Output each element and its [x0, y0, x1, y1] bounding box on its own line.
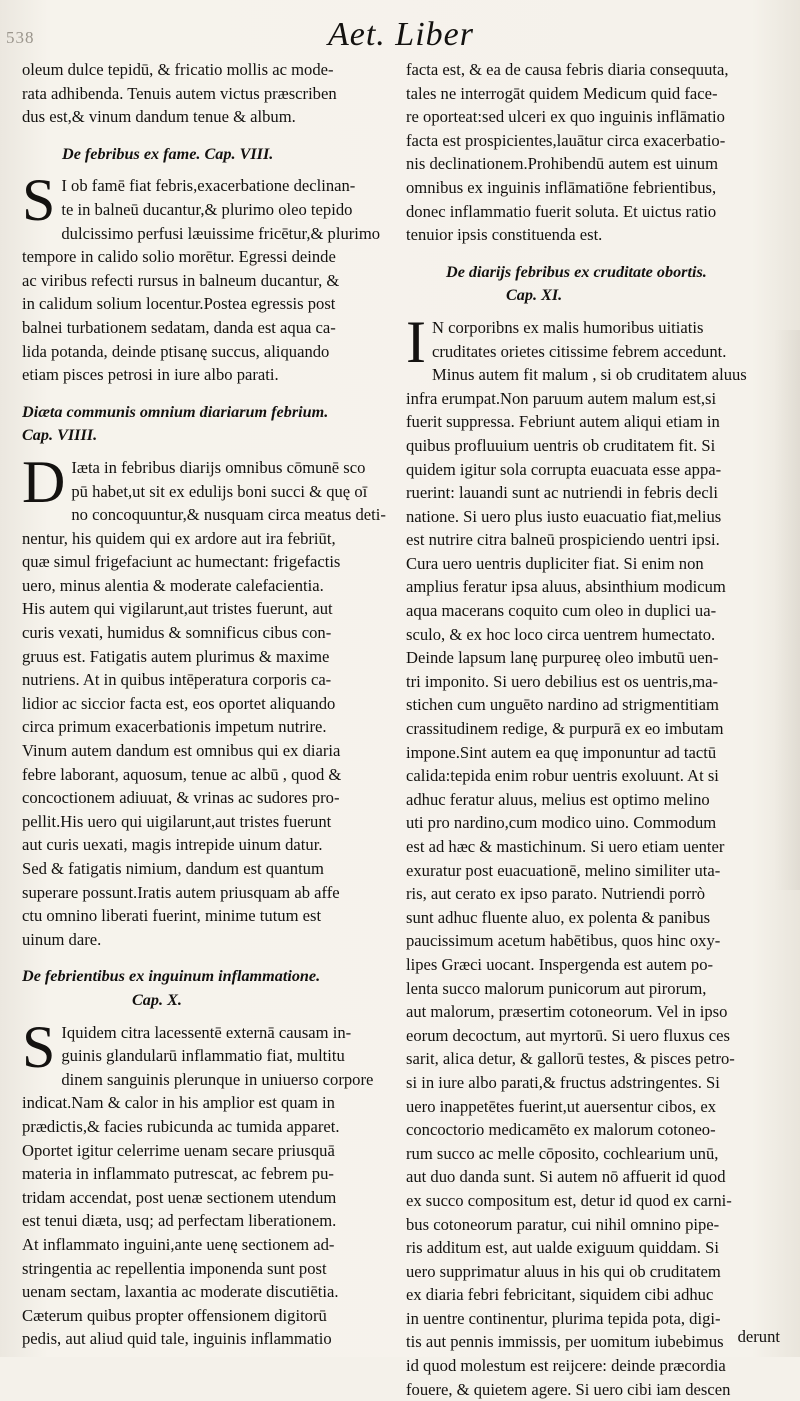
text-line: tri imponito. Si uero debilius est os uentris,ma- — [406, 671, 719, 691]
text-line: aqua macerans coquito cum oleo in duplici ua- — [406, 601, 717, 621]
left-column — [22, 58, 398, 1351]
text-line: est ad hæc & mastichinum. Si uero etiam uenter — [406, 837, 725, 856]
text-line: uti pro nardino,cum modico uino. Commodum — [406, 813, 717, 833]
chapter-10-text — [22, 1013, 398, 1351]
text-line: Oportet igitur celerrime uenam secare priusquā — [22, 1140, 335, 1160]
text-line: uero inappetētes fuerint,ut auersentur cibos, ex — [406, 1096, 717, 1116]
page-number: 538 — [6, 28, 35, 47]
text-line: pū habet,ut sit ex edulijs boni succi & quę oī — [71, 481, 368, 501]
text-line: pellit.His uero qui uigilarunt,aut tristes fuerunt — [22, 811, 332, 831]
text-line: omnibus ex inguinis inflāmatiōne febrientibus, — [406, 177, 717, 197]
text-line: bus cotoneorum paratur, cui nihil omnino pipe- — [406, 1214, 720, 1234]
text-line: calida:tepida enim robur uentris exoluunt. At si — [406, 766, 719, 786]
text-line: superare possunt.Iratis autem priusquam ab affe — [22, 882, 340, 902]
text-line: Sed & fatigatis nimium, dandum est quantum — [22, 859, 324, 878]
text-line: His autem qui vigilarunt,aut tristes fuerunt, aut — [22, 599, 333, 619]
text-line: ac viribus refecti rursus in balneum ducantur, & — [22, 270, 340, 290]
text-line: Iæta in febribus diarijs omnibus cōmunē sco — [71, 457, 366, 477]
running-head — [0, 8, 800, 58]
chapter-heading: De febrientibus ex inguinum inflammatione. — [22, 967, 321, 986]
text-line: fouere, & quietem agere. Si uero cibi iam descen — [406, 1379, 731, 1399]
chapter-10-continuation — [406, 58, 772, 247]
right-column — [406, 58, 772, 1401]
text-line: fuerit suppressa. Febriunt autem aliqui etiam in — [406, 412, 720, 432]
text-line: lenta succo malorum punicorum aut pirorum, — [406, 978, 707, 998]
chapter-heading: Diæta communis omnium diariarum febrium. — [22, 402, 329, 421]
text-line: eorum decoctum, aut myrtorū. Si uero fluxus ces — [406, 1025, 730, 1045]
text-line: exuratur post euacuationē, melino similiter uta- — [406, 860, 721, 880]
text-line: donec inflammatio fuerit soluta. Et uictus ratio — [406, 201, 717, 221]
text-line: natione. Si uero plus iusto euacuatio fiat,melius — [406, 506, 722, 526]
text-line: prædictis,& facies rubicunda ac tumida apparet. — [22, 1116, 340, 1136]
text-line: re oporteat:sed ulceri ex quo inguinis inflāmatio — [406, 107, 725, 127]
text-line: At inflammato inguini,ante uenę sectionem ad- — [22, 1234, 335, 1254]
text-line: oleum dulce tepidū, & fricatio mollis ac mode- — [22, 60, 334, 79]
text-line: est tenui diæta, usq; ad perfectam liberationem. — [22, 1211, 337, 1231]
drop-cap: S — [22, 167, 56, 234]
text-line: ruerint: lauandi sunt ac nutriendi in febris decli — [406, 483, 718, 503]
text-line: nutriens. At in quibus intēperatura corporis ca- — [22, 670, 332, 690]
text-line: dus est,& vinum dandum tenue & album. — [22, 107, 296, 127]
text-line: Minus autem fit malum , si ob cruditatem aluus — [431, 365, 747, 385]
text-line: I ob famē fiat febris,exacerbatione declinan- — [61, 176, 356, 196]
text-line: crassitudinem redige, & purpurā ex eo imbutam — [406, 719, 724, 739]
text-line: impone.Sint autem ea quę imponuntur ad tactū — [406, 742, 717, 762]
text-line: sculo, & ex hoc loco circa uentrem humectato. — [406, 624, 716, 644]
text-line: concoctionem adiuuat, & vrinas ac sudores pro- — [22, 788, 340, 808]
running-title: Aet. Liber — [328, 16, 474, 53]
text-line: N corporibns ex malis humoribus uitiatis — [431, 317, 704, 337]
text-line: nentur, his quidem qui ex ardore aut ira febriūt, — [22, 528, 336, 548]
text-line: ctu omnino liberati fuerint, minime tutum est — [22, 906, 322, 926]
text-line: tridam accendat, post uenæ sectionem utendum — [22, 1187, 337, 1207]
chapter-number: Cap. VIIII. — [22, 426, 98, 445]
text-line: guinis glandularū inflammatio fiat, multitu — [61, 1046, 345, 1066]
chapter-heading: De diarijs febribus ex cruditate obortis. — [446, 262, 707, 281]
text-line: id quod molestum est reijcere: deinde præcordia — [406, 1356, 726, 1376]
text-line: ris, aut cerato ex ipso parato. Nutriendi porrò — [406, 884, 706, 904]
text-line: in calidum solium locentur.Postea egressis post — [22, 294, 336, 314]
chapter-9-text — [22, 448, 398, 951]
text-line: in uentre continentur, plurima tepida pota, digi- — [406, 1308, 721, 1328]
text-line: Cura uero uentris dupliciter fiat. Si enim non — [406, 553, 704, 573]
page-edge-shadow — [774, 330, 800, 890]
text-line: est nutrire citra balneū prospiciendo uentri ipsi. — [406, 530, 720, 550]
text-line: quidem igitur sola corrupta euacuata esse appa- — [406, 459, 722, 479]
text-line: quæ simul frigefaciunt ac humectant: frigefactis — [22, 552, 341, 572]
chapter-8-text — [22, 167, 398, 386]
text-line: facta est, & ea de causa febris diaria consequuta, — [406, 60, 729, 79]
text-line: uenam sectam, laxantia ac moderate discutiētia. — [22, 1282, 339, 1302]
text-line: paucissimum acetum habētibus, quos hinc oxy- — [406, 931, 721, 951]
chapter-number: Cap. XI. — [506, 286, 563, 305]
text-line: cruditates orietes citissime febrem accedunt. — [431, 341, 727, 361]
text-line: indicat.Nam & calor in his amplior est quam in — [22, 1093, 335, 1113]
text-line: gruus est. Fatigatis autem plurimus & maxime — [22, 646, 330, 666]
text-line: quibus profluuium uentris ob cruditatem fit. Si — [406, 435, 716, 455]
text-line: aut duo danda sunt. Si autem nō affuerit id quod — [406, 1167, 726, 1187]
text-line: facta est prospicientes,lauātur circa exacerbatio- — [406, 130, 726, 150]
text-line: uinum dare. — [22, 929, 102, 949]
text-line: circa primum exacerbationis impetum nutrire. — [22, 717, 327, 737]
catchword: derunt — [737, 1327, 780, 1346]
text-line: concoctorio medicamēto ex malorum cotoneo- — [406, 1120, 716, 1140]
text-line: te in balneū ducantur,& plurimo oleo tepido — [61, 199, 353, 219]
text-line: balnei turbationem sedatam, danda est aqua ca- — [22, 317, 336, 337]
text-line: aut curis uexati, magis intrepide uinum datur. — [22, 835, 323, 855]
text-line: lidior ac siccior facta est, eos oportet aliquando — [22, 693, 336, 713]
drop-cap: I — [406, 308, 426, 375]
text-line: ris additum est, aut ualde exiguum quiddam. Si — [406, 1238, 719, 1258]
intro-paragraph — [22, 58, 398, 129]
text-line: Iquidem citra lacessentē externā causam in- — [61, 1022, 352, 1042]
text-line: tis aut pennis immissis, per uomitum iubebimus — [406, 1332, 724, 1352]
chapter-heading: De febribus ex fame. Cap. VIII. — [62, 144, 274, 163]
text-line: Cæterum quibus propter offensionem digitorū — [22, 1305, 327, 1325]
text-line: pedis, aut aliud quid tale, inguinis inflammatio — [22, 1329, 332, 1349]
text-line: stringentia ac repellentia imponenda sunt post — [22, 1258, 327, 1278]
text-line: curis vexati, humidus & somnificus cibus con- — [22, 623, 332, 643]
text-line: lida potanda, deinde ptisanę succus, aliquando — [22, 341, 330, 361]
text-line: tales ne interrogāt quidem Medicum quid face- — [406, 83, 718, 103]
text-line: febre laborant, aquosum, tenue ac albū , quod & — [22, 764, 342, 784]
chapter-number: Cap. X. — [132, 990, 182, 1009]
text-line: stichen cum unguēto nardino ad strigmentitiam — [406, 695, 719, 715]
text-line: adhuc feratur aluus, melius est optimo melino — [406, 789, 710, 809]
text-line: uero, minus alentia & moderate calefacientia. — [22, 575, 324, 595]
text-line: dinem sanguinis plerunque in uniuerso corpore — [61, 1069, 374, 1089]
text-line: ex diaria febri febricitant, siquidem cibi adhuc — [406, 1285, 714, 1305]
drop-cap: S — [22, 1013, 56, 1080]
text-line: materia in inflammato putrescat, ac febrem pu- — [22, 1164, 334, 1184]
text-line: ex succo compositum est, detur id quod ex carni- — [406, 1190, 732, 1210]
text-line: tempore in calido solio morētur. Egressi deinde — [22, 247, 336, 267]
text-line: sarit, alica detur, & gallorū testes, & pisces petro- — [406, 1049, 735, 1069]
text-line: sunt adhuc fluente aluo, ex polenta & panibus — [406, 907, 711, 927]
drop-cap: D — [22, 448, 66, 515]
text-line: etiam pisces petrosi in iure albo parati. — [22, 365, 279, 385]
text-line: Vinum autem dandum est omnibus qui ex diaria — [22, 741, 341, 761]
text-line: nis declinationem.Prohibendū autem est uinum — [406, 154, 718, 174]
text-line: Deinde lapsum lanę purpureę oleo imbutū uen- — [406, 648, 719, 668]
chapter-11-text — [406, 308, 772, 1401]
text-line: si in iure albo parati,& fructus adstringentes. Si — [406, 1072, 720, 1092]
text-line: uero supprimatur aluus in his qui ob cruditatem — [406, 1261, 721, 1281]
text-line: aut malorum, præsertim cotoneorum. Vel in ipso — [406, 1002, 728, 1022]
text-line: rum succo ac melle cōposito, cochlearium unū, — [406, 1143, 719, 1163]
text-line: lipes Græci uocant. Inspergenda est autem po- — [406, 954, 714, 974]
text-line: amplius feratur ipsa aluus, absinthium modicum — [406, 577, 726, 597]
text-line: infra erumpat.Non paruum autem malum est,si — [406, 388, 717, 408]
text-line: dulcissimo perfusi læuissime fricētur,& plurimo — [61, 223, 381, 243]
text-line: no concoquuntur,& nusquam circa meatus deti- — [71, 505, 386, 525]
text-line: rata adhibenda. Tenuis autem victus præscriben — [22, 83, 337, 103]
text-line: tenuior ipsis constituenda est. — [406, 225, 603, 245]
